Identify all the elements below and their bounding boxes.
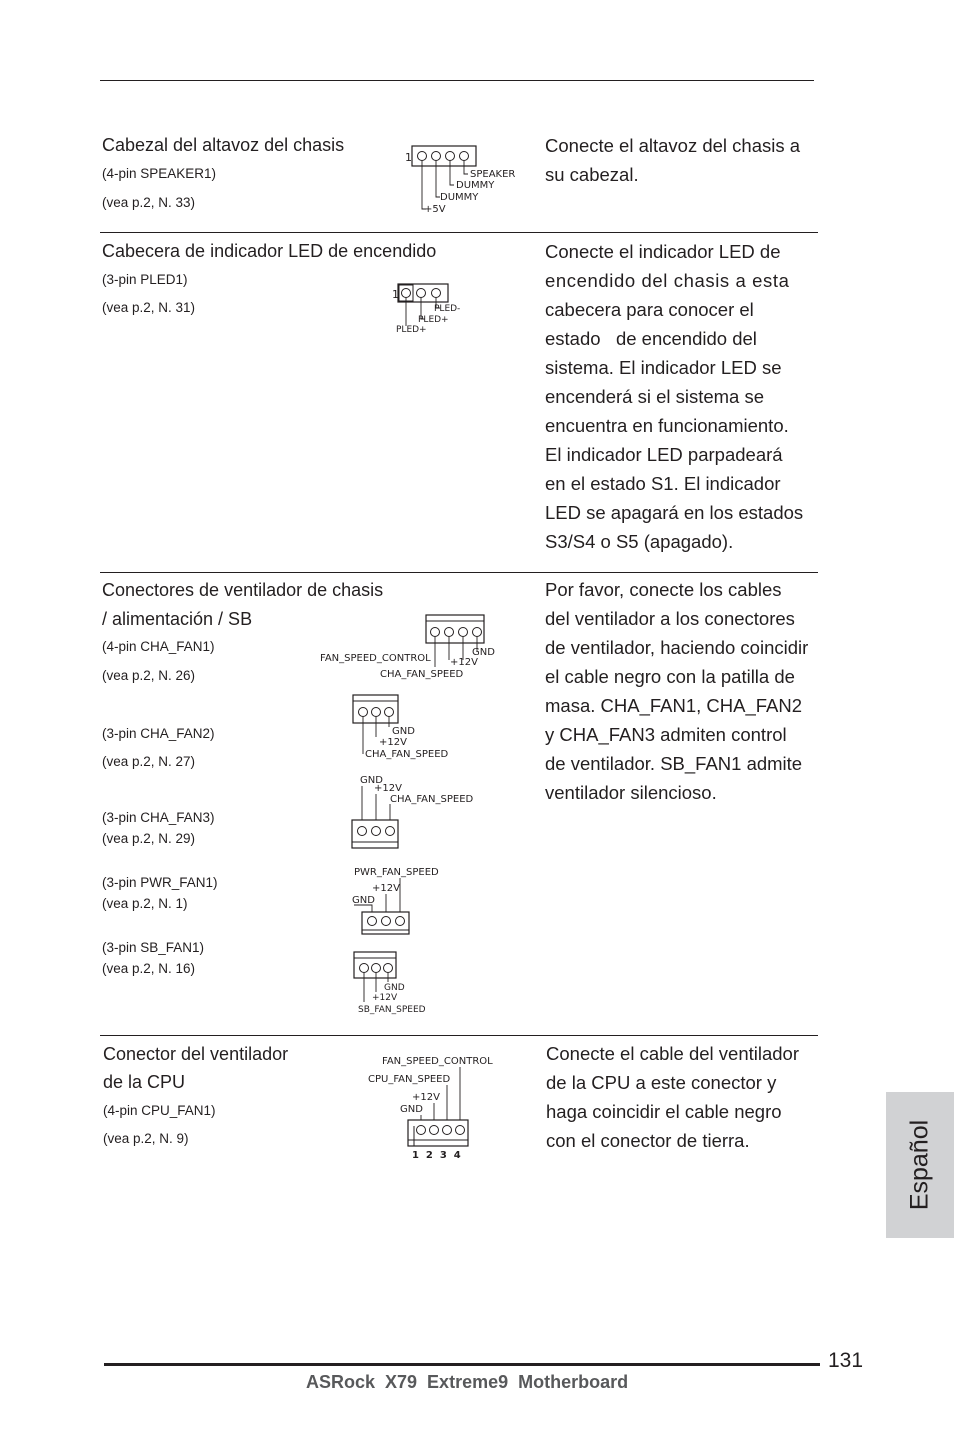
language-tab: [886, 1092, 954, 1238]
page-reference: (vea p.2, N. 33): [102, 195, 196, 210]
section-title: Conector del ventilador: [103, 1044, 289, 1064]
gnd-label: GND: [384, 983, 405, 993]
page-reference: (vea p.2, N. 27): [102, 754, 196, 769]
pin-label: (3-pin CHA_FAN3): [102, 810, 215, 825]
plus12v-label: +12V: [372, 883, 400, 894]
gnd-label: GND: [352, 895, 375, 906]
gnd-label: GND: [392, 726, 415, 737]
top-rule: [100, 80, 814, 81]
pin-label: (4-pin CHA_FAN1): [102, 639, 215, 654]
cha-fan-speed-label: CHA_FAN_SPEED: [390, 794, 474, 805]
pin-label: (3-pin PWR_FAN1): [102, 875, 218, 890]
plus5v-label: +5V: [424, 204, 446, 215]
footer-title: ASRock X79 Extreme9 Motherboard: [306, 1372, 629, 1392]
gnd-label: GND: [400, 1104, 423, 1115]
dummy-label: DUMMY: [456, 180, 495, 191]
fan-speed-control-label: FAN_SPEED_CONTROL: [382, 1056, 493, 1067]
pin-label: (3-pin CHA_FAN2): [102, 726, 215, 741]
section-title: Cabecera de indicador LED de encendido: [102, 241, 437, 261]
section-title: / alimentación / SB: [102, 609, 253, 629]
cha-fan2-diagram: [350, 692, 470, 762]
pin-label: (3-pin SB_FAN1): [102, 940, 205, 955]
plus12v-label: +12V: [412, 1092, 440, 1103]
section-title: Conectores de ventilador de chasis: [102, 580, 384, 600]
gnd-label: GND: [360, 775, 383, 786]
page-reference: (vea p.2, N. 1): [102, 896, 188, 911]
language-tab-label: Español: [905, 1119, 934, 1211]
sb-fan-speed-label: SB_FAN_SPEED: [358, 1005, 426, 1015]
plus12v-label: +12V: [379, 737, 407, 748]
sb-fan1-diagram: [352, 950, 462, 1020]
pwr-fan-speed-label: PWR_FAN_SPEED: [354, 867, 439, 878]
cha-fan3-diagram: [350, 770, 490, 850]
page-reference: (vea p.2, N. 16): [102, 961, 196, 976]
dummy-label: DUMMY: [440, 192, 479, 203]
page-reference: (vea p.2, N. 31): [102, 300, 196, 315]
pin-label: (4-pin CPU_FAN1): [103, 1103, 216, 1118]
section-description: Conecte el cable del ventilador de la CPU a este conector y haga coincidir el cable negro con el conector de tierra.: [546, 1043, 799, 1151]
section-description: Conecte el altavoz del chasis a su cabezal.: [545, 135, 801, 185]
pin1-label: 1: [392, 288, 399, 301]
page-reference: (vea p.2, N. 26): [102, 668, 196, 683]
section-title: Cabezal del altavoz del chasis: [102, 135, 345, 155]
speaker-header-diagram: [400, 140, 530, 220]
gnd-label: GND: [472, 647, 495, 658]
plus12v-label: +12V: [372, 993, 398, 1003]
pled-minus-label: PLED-: [434, 304, 461, 314]
fan-speed-control-label: FAN_SPEED_CONTROL: [320, 653, 431, 664]
pin-label: (4-pin SPEAKER1): [102, 166, 217, 181]
pin-label: (3-pin PLED1): [102, 272, 188, 287]
section-divider: [100, 1035, 818, 1036]
pled-plus-label: PLED+: [418, 315, 449, 325]
plus12v-label: +12V: [450, 657, 478, 668]
pled-plus-label: PLED+: [396, 325, 427, 335]
cha-fan1-diagram: [318, 612, 508, 682]
page-reference: (vea p.2, N. 9): [103, 1131, 189, 1146]
page-reference: (vea p.2, N. 29): [102, 831, 196, 846]
plus12v-label: +12V: [374, 783, 402, 794]
pled-header-diagram: [388, 280, 498, 340]
cha-fan-speed-label: CHA_FAN_SPEED: [365, 749, 449, 760]
section-description: Conecte el indicador LED de encendido del chasis a esta cabecera para conocer el estado de encendido del sistema. El indicador LED se encenderá si el sistema se encuentra en funcionamiento. El indicador LED parpadeará en el estado S1. El indicador LED se apagará en los estados S3/S4 o S5 (apagado).: [545, 241, 804, 552]
footer-rule: [104, 1363, 820, 1366]
section-description: Por favor, conecte los cables del ventilador a los conectores de ventilador, haciendo coincidir el cable negro con la patilla de masa. CHA_FAN1, CHA_FAN2 y CHA_FAN3 admiten control de ventilador. SB_FAN1 admite ventilador silencioso.: [545, 579, 809, 803]
pin-numbers-label: 1 2 3 4: [412, 1150, 461, 1161]
page-number: 131: [828, 1349, 864, 1372]
section-divider: [100, 232, 818, 233]
speaker-label: SPEAKER: [470, 169, 516, 180]
cpu-fan-speed-label: CPU_FAN_SPEED: [368, 1074, 451, 1085]
section-title: de la CPU: [103, 1072, 186, 1092]
pwr-fan1-diagram: [350, 864, 470, 939]
pin1-label: 1: [405, 151, 412, 164]
cha-fan-speed-label: CHA_FAN_SPEED: [380, 669, 464, 680]
cpu-fan-diagram: [366, 1050, 506, 1162]
section-divider: [100, 572, 818, 573]
